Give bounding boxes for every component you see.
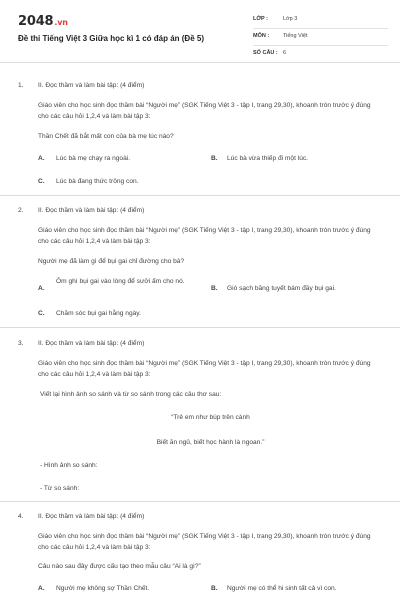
question-stem: Người mẹ đã làm gì để bụi gai chỉ đường cho bà? bbox=[38, 258, 185, 265]
option-c[interactable]: Chăm sóc bụi gai hằng ngày. bbox=[56, 310, 141, 317]
meta-value: 6 bbox=[283, 50, 287, 56]
option-letter[interactable]: C. bbox=[38, 310, 45, 317]
question-2 bbox=[0, 196, 400, 328]
question-number: 1. bbox=[18, 82, 24, 89]
question-intro: Giáo viên cho học sinh đọc thầm bài “Người mẹ” (SGK Tiếng Việt 3 - tập I, trang 29,30), khoanh tròn trước ý đúng cho các câu hỏi 1,2,4 và làm bài tập 3: bbox=[38, 360, 371, 378]
option-a[interactable]: Ôm ghì bụi gai vào lòng để sưởi ấm cho nó. bbox=[56, 278, 185, 285]
option-letter[interactable]: C. bbox=[38, 178, 45, 185]
question-intro: Giáo viên cho học sinh đọc thầm bài “Người mẹ” (SGK Tiếng Việt 3 - tập I, trang 29,30), khoanh tròn trước ý đúng cho các câu hỏi 1,2,4 và làm bài tập 3: bbox=[38, 533, 371, 551]
question-heading: II. Đọc thầm và làm bài tập: (4 điểm) bbox=[38, 207, 145, 214]
question-list bbox=[0, 62, 400, 600]
exam-meta-table bbox=[253, 12, 388, 62]
option-letter[interactable]: B. bbox=[211, 285, 218, 292]
question-4 bbox=[0, 502, 400, 600]
meta-row-class bbox=[253, 12, 388, 29]
option-letter[interactable]: B. bbox=[211, 155, 218, 162]
question-heading: II. Đọc thầm và làm bài tập: (4 điểm) bbox=[38, 340, 145, 347]
question-intro: Giáo viên cho học sinh đọc thầm bài “Người mẹ” (SGK Tiếng Việt 3 - tập I, trang 29,30), khoanh tròn trước ý đúng cho các câu hỏi 1,2,4 và làm bài tập 3: bbox=[38, 102, 371, 120]
site-logo[interactable] bbox=[18, 14, 68, 29]
poem-line: Biết ăn ngủ, biết học hành là ngoan.” bbox=[156, 439, 265, 446]
question-3 bbox=[0, 328, 400, 502]
question-heading: II. Đọc thầm và làm bài tập: (4 điểm) bbox=[38, 513, 145, 520]
meta-value: Tiếng Việt bbox=[283, 33, 308, 39]
option-b[interactable]: Gió sạch băng tuyết bám đầy bụi gai. bbox=[227, 285, 336, 292]
option-b[interactable]: Người mẹ có thể hi sinh tất cả vì con. bbox=[227, 585, 337, 592]
meta-label: LỚP : bbox=[253, 16, 268, 22]
option-letter[interactable]: A. bbox=[38, 155, 45, 162]
answer-line-word: - Từ so sánh: bbox=[40, 485, 80, 492]
meta-label: MÔN : bbox=[253, 33, 270, 39]
question-number: 4. bbox=[18, 513, 24, 520]
option-a[interactable]: Người mẹ không sợ Thần Chết. bbox=[56, 585, 150, 592]
logo-suffix: .vn bbox=[54, 18, 68, 27]
question-heading: II. Đọc thầm và làm bài tập: (4 điểm) bbox=[38, 82, 145, 89]
option-b[interactable]: Lúc bà vừa thiếp đi một lúc. bbox=[227, 155, 309, 162]
question-1 bbox=[0, 62, 400, 196]
page-header bbox=[0, 0, 400, 63]
poem-line: “Trẻ em như búp trên cành bbox=[171, 414, 250, 421]
meta-value: Lớp 3 bbox=[283, 16, 298, 22]
option-letter[interactable]: A. bbox=[38, 585, 45, 592]
option-letter[interactable]: A. bbox=[38, 285, 45, 292]
exam-title: Đề thi Tiếng Việt 3 Giữa học kì 1 có đáp án (Đề 5) bbox=[18, 34, 204, 43]
logo-main: 2048 bbox=[18, 14, 54, 29]
question-number: 3. bbox=[18, 340, 24, 347]
question-stem: Thần Chết đã bắt mất con của bà mẹ lúc nào? bbox=[38, 133, 174, 140]
question-intro: Giáo viên cho học sinh đọc thầm bài “Người mẹ” (SGK Tiếng Việt 3 - tập I, trang 29,30), khoanh tròn trước ý đúng cho các câu hỏi 1,2,4 và làm bài tập 3: bbox=[38, 227, 371, 245]
meta-label: SỐ CÂU : bbox=[253, 50, 278, 56]
question-number: 2. bbox=[18, 207, 24, 214]
answer-line-image: - Hình ảnh so sánh: bbox=[40, 462, 98, 469]
question-stem: Câu nào sau đây được cấu tạo theo mẫu câu “Ai là gì?” bbox=[38, 563, 201, 570]
option-letter[interactable]: B. bbox=[211, 585, 218, 592]
meta-row-question-count bbox=[253, 46, 388, 62]
question-stem: Viết lại hình ảnh so sánh và từ so sánh trong các câu thơ sau: bbox=[40, 391, 222, 398]
option-c[interactable]: Lúc bà đang thức trông con. bbox=[56, 178, 139, 185]
option-a[interactable]: Lúc bà mẹ chạy ra ngoài. bbox=[56, 155, 131, 162]
meta-row-subject bbox=[253, 29, 388, 46]
